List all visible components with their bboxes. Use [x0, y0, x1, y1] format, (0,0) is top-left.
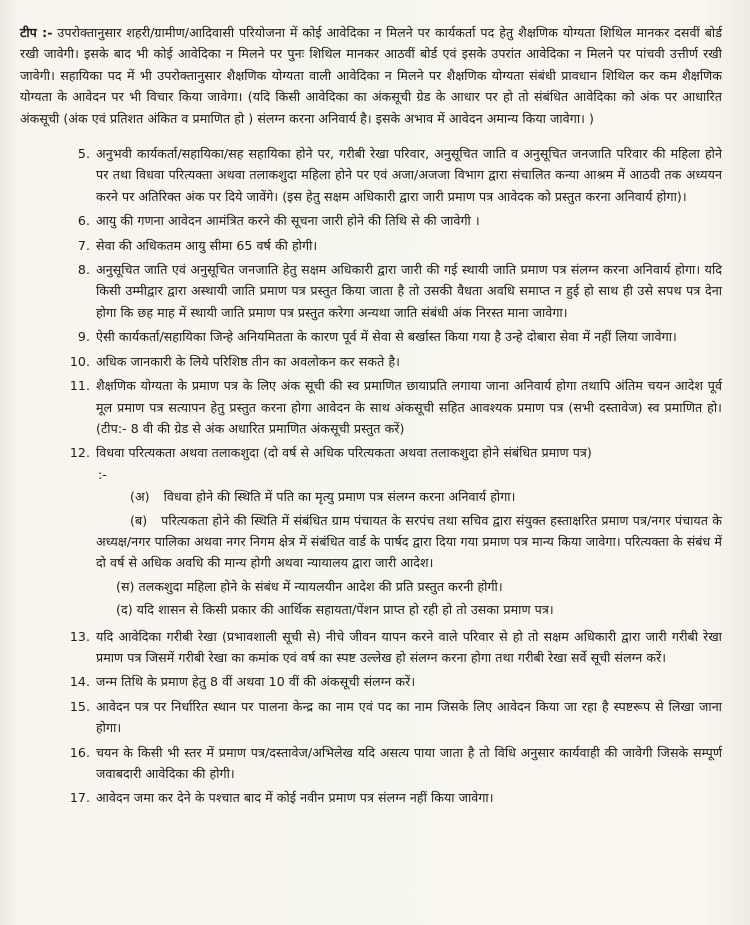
- sub-item-mark: (स): [116, 578, 135, 594]
- item-number: 11.: [69, 378, 90, 394]
- conditions-list: [20, 143, 722, 809]
- list-item: [20, 210, 722, 231]
- list-item: [20, 696, 722, 739]
- list-item: [20, 326, 722, 347]
- note-text: उपरोक्तानुसार शहरी/ग्रामीण/आदिवासी परियोजना में कोई आवेदिका न मिलने पर कार्यकर्ता पद हेतु शैक्षणिक योग्यता शिथिल मानकर दसवीं बोर्ड रखी जावेगी। इसके बाद भी कोई आवेदिका न मिलने पर पुनः शिथिल मानकर आठवीं बोर्ड एवं इसके उपरांत आवेदिका न मिलने पर पांचवी उत्तीर्ण रखी जावेगी। सहायिका पद में भी उपरोक्तानुसार शैक्षणिक योग्यता वाली आवेदिका न मिलने पर शैक्षणिक योग्यता संबंधी प्रावधान शिथिल कर कम शैक्षणिक योग्यता के आवेदन पर भी विचार किया जावेगा। (यदि किसी आवेदिका का अंकसूची ग्रेड के आधार पर हो तो संबंधित आवेदिका को अंक पर आधारित अंकसूची (अंक एवं प्रतिशत अंकित व प्रमाणित हो ) संलग्न करना अनिवार्य है। इसके अभाव में आवेदन अमान्य किया जावेगा। ): [20, 25, 722, 126]
- list-item: [20, 375, 722, 439]
- item-number: 7.: [77, 237, 90, 253]
- item-number: 9.: [77, 329, 90, 345]
- list-item: [20, 671, 722, 692]
- item-number: 12.: [69, 445, 90, 461]
- list-item: [20, 351, 722, 372]
- item-number: 10.: [69, 353, 90, 369]
- sub-item-text: तलकशुदा महिला होने के संबंध में न्यायलयीन आदेश की प्रति प्रस्तुत करनी होगी।: [138, 578, 503, 594]
- item-text: यदि आवेदिका गरीबी रेखा (प्रभावशाली सूची से) नीचे जीवन यापन करने वाले परिवार से हो तो सक्षम अधिकारी द्वारा जारी गरीबी रेखा प्रमाण पत्र जिसमें गरीबी रेखा का कमांक एवं वर्ष का स्पष्ट उल्लेख हो संलग्न करना होगा तथा गरीबी रेखा सर्वे सूची संलग्न करें।: [96, 628, 722, 665]
- item-text: आवेदन जमा कर देने के पश्चात बाद में कोई नवीन प्रमाण पत्र संलग्न नहीं किया जावेगा।: [96, 790, 494, 806]
- item-12-body: [96, 442, 722, 622]
- item-dash: :-: [98, 466, 107, 482]
- sub-item-text: परित्यकता होने की स्थिति में संबंधित ग्राम पंचायत के सरपंच तथा सचिव द्वारा संयुक्त हस्ताक्षरित प्रमाण पत्र/नगर पंचायत के अध्यक्ष/नगर पालिका अथवा नगर निगम क्षेत्र में संबंधित वार्ड के पार्षद द्वारा दिया गया प्रमाण पत्र मान्य किया जावेगा। परित्यक्ता के संबंध में दो वर्ष से अधिक अवधि की मान्य होगी अथवा न्यायालय द्वारा जारी आदेश।: [96, 512, 722, 571]
- note-paragraph: [20, 22, 722, 129]
- item-text: आयु की गणना आवेदन आमंत्रित करने की सूचना जारी होने की तिथि से की जावेगी ।: [96, 213, 480, 229]
- sub-item-text: यदि शासन से किसी प्रकार की आर्थिक सहायता/पेंशन प्राप्त हो रही हो तो उसका प्रमाण पत्र।: [136, 602, 554, 618]
- sub-item-b: [96, 510, 722, 574]
- item-text: अनुसूचित जाति एवं अनुसूचित जनजाति हेतु सक्षम अधिकारी द्वारा जारी की गई स्थायी जाति प्रमाण पत्र संलग्न करना अनिवार्य होगा। यदि किसी उम्मीद्वार द्वारा अस्थायी जाति प्रमाण पत्र प्रस्तुत किया जाता है तो उसकी वैधता अवधि समाप्त न हुई हो साथ ही उसे सपथ पत्र देना होगा कि छह माह में स्थायी जाति प्रमाण पत्र प्रस्तुत करेगा अन्यथा जाति संबंधी अंक निरस्त माना जावेगा।: [96, 262, 722, 320]
- item-text: चयन के किसी भी स्तर में प्रमाण पत्र/दस्तावेज/अभिलेख यदि असत्य पाया जाता है तो विधि अनुसार कार्यवाही की जावेगी जिसके सम्पूर्ण जवाबदारी आवेदिका की होगी।: [96, 744, 722, 781]
- item-number: 15.: [69, 698, 90, 714]
- sub-item-d: [96, 599, 722, 620]
- list-item: [20, 787, 722, 808]
- sub-item-a: [96, 486, 722, 507]
- item-text: अधिक जानकारी के लिये परिशिष्ठ तीन का अवलोकन कर सकते है।: [96, 353, 400, 369]
- item-text: जन्म तिथि के प्रमाण हेतु 8 वीं अथवा 10 वीं की अंकसूची संलग्न करें।: [96, 674, 416, 690]
- item-number: 16.: [69, 744, 90, 760]
- list-item-12: [20, 442, 722, 622]
- item-text: आवेदन पत्र पर निर्धारित स्थान पर पालना केन्द्र का नाम एवं पद का नाम जिसके लिए आवेदन किया जा रहा है स्पष्टरूप से लिखा जाना होगा।: [96, 698, 722, 736]
- item-number: 14.: [69, 674, 90, 690]
- item-number: 8.: [77, 262, 90, 278]
- list-item: [20, 143, 722, 207]
- item-text: अनुभवी कार्यकर्ता/सहायिका/सह सहायिका होने पर, गरीबी रेखा परिवार, अनुसूचित जाति व अनुसूचित जनजाति परिवार की महिला होने पर तथा विधवा परित्यक्ता अथवा तलाकशुदा महिला होने पर एवं अजा/अजजा विभाग द्वारा संचालित कन्या आश्रम में आठवी तक अध्ययन करने पर अतिरिक्त अंक पर दिये जावेंगे। (इस हेतु सक्षम अधिकारी द्वारा जारी प्रमाण पत्र आवेदक को प्रस्तुत करना अनिवार्य होगा)।: [96, 146, 722, 204]
- item-text: ऐसी कार्यकर्ता/सहायिका जिन्हे अनियमितता के कारण पूर्व में सेवा से बर्खास्त किया गया है उन्हे दोबारा सेवा में नहीं लिया जावेगा।: [96, 329, 677, 345]
- item-number: 13.: [69, 628, 90, 644]
- list-item: [20, 742, 722, 785]
- sub-item-mark: (अ): [130, 489, 150, 505]
- sub-item-mark: (द): [116, 602, 133, 618]
- item-text: विधवा परित्यकता अथवा तलाकशुदा (दो वर्ष से अधिक परित्यकता अथवा तलाकशुदा होने संबंधित प्रमाण पत्र): [96, 445, 592, 461]
- list-item: [20, 235, 722, 256]
- item-number: 17.: [69, 790, 90, 806]
- list-item: [20, 626, 722, 669]
- item-text: शैक्षणिक योग्यता के प्रमाण पत्र के लिए अंक सूची की स्व प्रमाणित छायाप्रति लगाया जाना अनिवार्य होगा तथापि अंतिम चयन आदेश पूर्व मूल प्रमाण पत्र सत्यापन हेतु प्रस्तुत करना होगा आवेदन के साथ अंकसूची सहित आवश्यक प्रमाण पत्र (सभी दस्तावेज) स्व प्रमाणित हो। (टीप:- 8 वी की ग्रेड से अंक अधारित प्रमाणित अंकसूची प्रस्तुत करें): [96, 378, 722, 436]
- list-item: [20, 259, 722, 323]
- note-label: टीप :-: [20, 25, 53, 40]
- item-text: सेवा की अधिकतम आयु सीमा 65 वर्ष की होगी।: [96, 237, 318, 253]
- item-number: 5.: [77, 146, 90, 162]
- item-number: 6.: [77, 213, 90, 229]
- sub-item-text: विधवा होने की स्थिति में पति का मृत्यु प्रमाण पत्र संलग्न करना अनिवार्य होगा।: [163, 489, 516, 505]
- sub-item-c: [96, 576, 722, 597]
- sub-item-mark: (ब): [130, 512, 148, 528]
